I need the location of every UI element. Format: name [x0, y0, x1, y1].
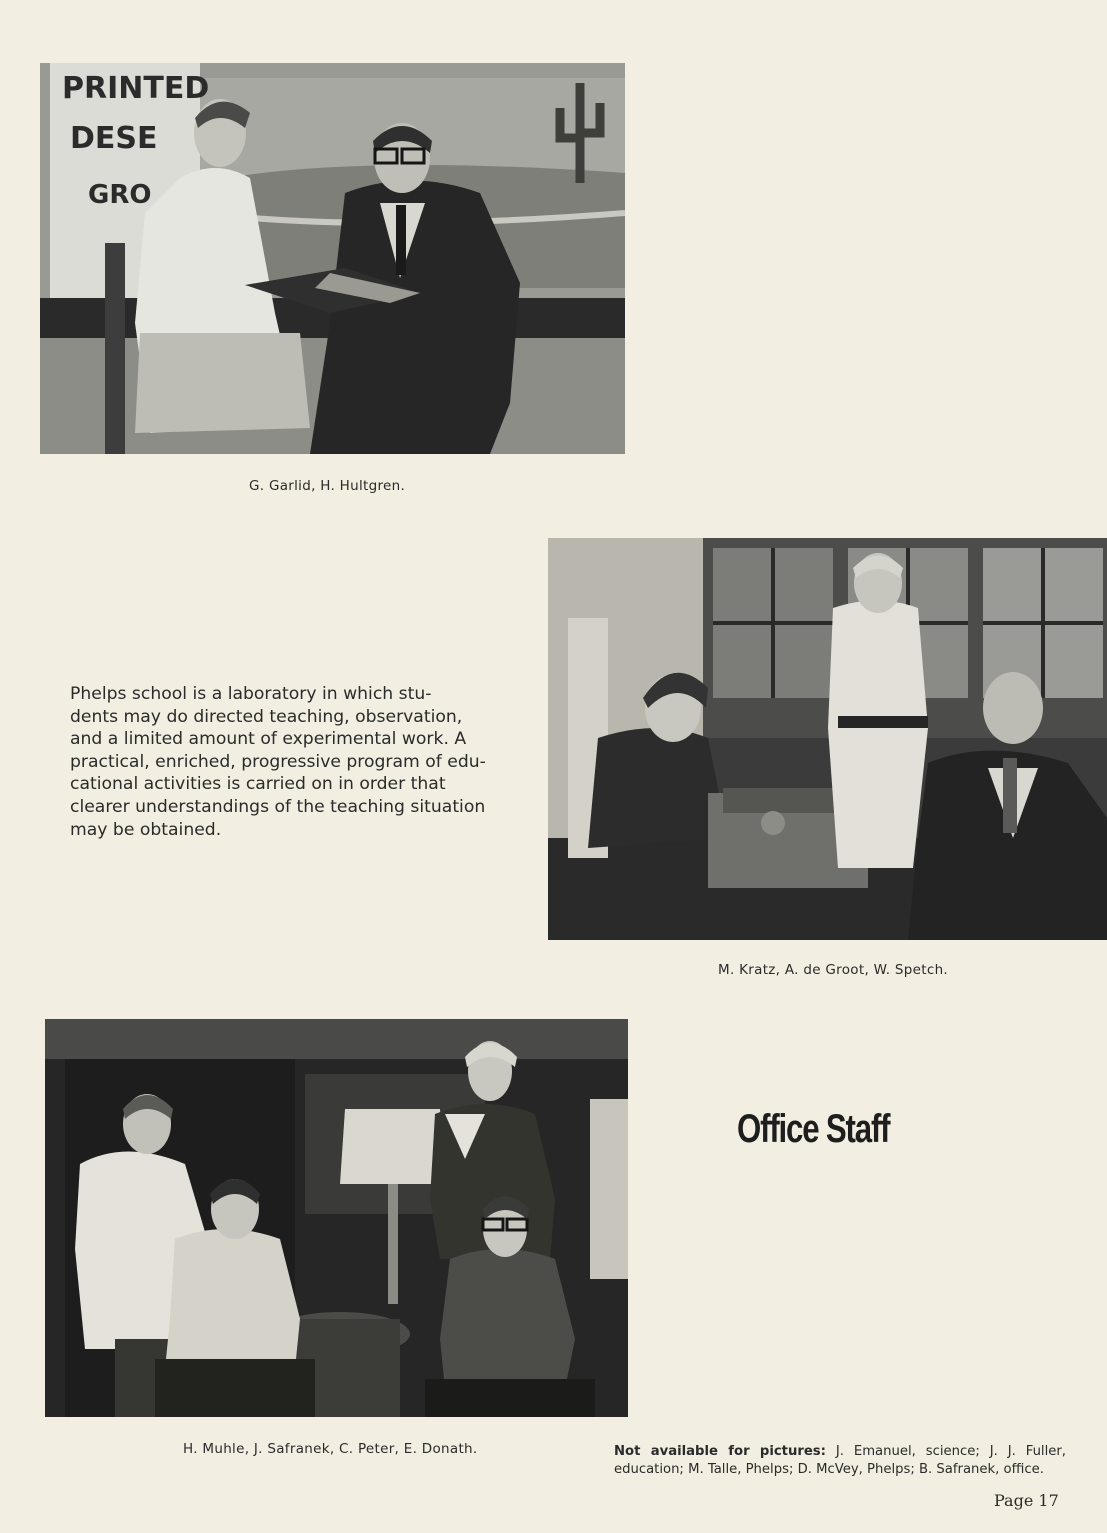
description-line: dents may do directed teaching, observation,	[70, 706, 463, 727]
not-available-note	[614, 1443, 1066, 1478]
photo-garlid-hultgren-caption: G. Garlid, H. Hultgren.	[249, 478, 406, 494]
not-available-text: J. Emanuel, science; J. J. Fuller, education; M. Talle, Phelps; D. McVey, Phelps; B. Safranek, office.	[614, 1444, 1066, 1477]
page-title: Office Staff	[737, 1107, 890, 1151]
not-available-label: Not available for pictures:	[614, 1444, 826, 1459]
sign-word-2: DESE	[70, 121, 158, 156]
description-line: Phelps school is a laboratory in which stu-	[70, 684, 432, 704]
photo-kratz-degroot-spetch-image	[548, 538, 1107, 940]
description-line: cational activities is carried on in order that	[70, 774, 446, 795]
description-line: practical, enriched, progressive program of edu-	[70, 751, 486, 772]
photo-kratz-degroot-spetch	[548, 538, 1107, 940]
phelps-school-description	[70, 683, 496, 841]
description-line: and a limited amount of experimental work. A	[70, 729, 467, 750]
description-line: may be obtained.	[70, 819, 222, 840]
photo-kratz-degroot-spetch-caption: M. Kratz, A. de Groot, W. Spetch.	[718, 962, 949, 978]
sign-word-3: GRO	[88, 180, 152, 210]
photo-office-staff-image	[45, 1019, 628, 1417]
photo-garlid-hultgren-image	[40, 63, 625, 454]
photo-office-staff-caption: H. Muhle, J. Safranek, C. Peter, E. Donath.	[183, 1441, 478, 1457]
photo-garlid-hultgren	[40, 63, 625, 454]
page-number: Page 17	[994, 1491, 1059, 1510]
description-line: clearer understandings of the teaching situation	[70, 796, 486, 817]
sign-word-1: PRINTED	[62, 71, 210, 106]
photo-office-staff	[45, 1019, 628, 1417]
